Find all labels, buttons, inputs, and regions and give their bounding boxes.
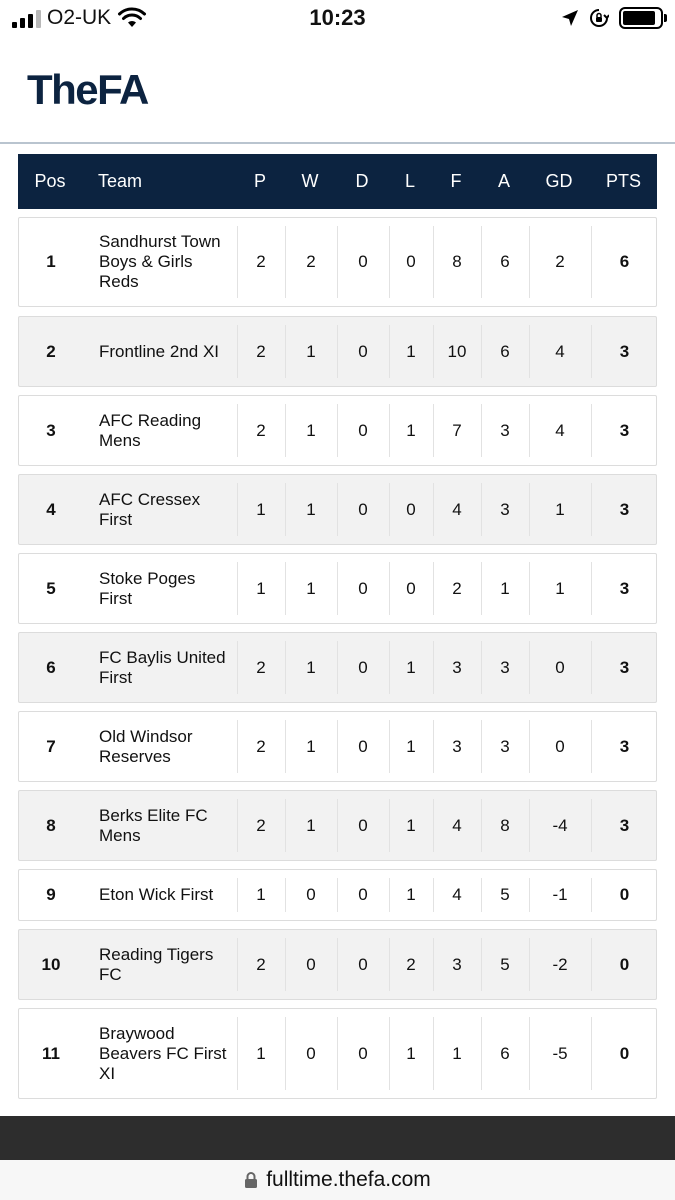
row-pos: 10 [41, 954, 61, 974]
row-played: 1 [237, 554, 285, 623]
row-won: 0 [285, 870, 337, 920]
row-for: 1 [433, 1009, 481, 1098]
row-drawn: 0 [337, 1009, 389, 1098]
row-won: 1 [285, 317, 337, 386]
row-won: 1 [285, 475, 337, 544]
row-for: 4 [433, 791, 481, 860]
table-row[interactable] [18, 929, 657, 1000]
row-against: 5 [481, 930, 529, 999]
row-for: 4 [433, 870, 481, 920]
table-row[interactable] [18, 316, 657, 387]
table-row[interactable] [18, 711, 657, 782]
col-header-a: A [497, 171, 510, 191]
row-drawn: 0 [337, 317, 389, 386]
row-won: 1 [285, 791, 337, 860]
row-goal-diff: -4 [529, 791, 591, 860]
row-for: 7 [433, 396, 481, 465]
row-against: 6 [481, 1009, 529, 1098]
the-fa-logo[interactable]: TheFA [27, 66, 148, 113]
row-won: 1 [285, 712, 337, 781]
row-for: 3 [433, 712, 481, 781]
table-row[interactable] [18, 1008, 657, 1099]
row-goal-diff: 2 [529, 218, 591, 306]
row-lost: 0 [389, 475, 433, 544]
col-header-gd: GD [545, 171, 573, 191]
row-for: 10 [433, 317, 481, 386]
row-drawn: 0 [337, 791, 389, 860]
row-team[interactable]: Stoke Poges First [99, 568, 196, 608]
row-points: 0 [591, 870, 658, 920]
row-pos: 8 [46, 815, 56, 835]
row-pos: 7 [46, 736, 56, 756]
col-header-l: L [404, 171, 415, 191]
row-team[interactable]: FC Baylis United First [99, 647, 226, 687]
row-drawn: 0 [337, 712, 389, 781]
row-for: 8 [433, 218, 481, 306]
row-points: 6 [591, 218, 658, 306]
row-drawn: 0 [337, 218, 389, 306]
row-lost: 0 [389, 218, 433, 306]
row-pos: 5 [46, 578, 56, 598]
row-goal-diff: 1 [529, 554, 591, 623]
row-goal-diff: 0 [529, 712, 591, 781]
row-won: 0 [285, 930, 337, 999]
carrier-name: O2-UK [47, 6, 112, 29]
row-lost: 2 [389, 930, 433, 999]
status-bar [0, 0, 675, 38]
row-against: 5 [481, 870, 529, 920]
row-lost: 1 [389, 1009, 433, 1098]
table-row[interactable] [18, 553, 657, 624]
row-goal-diff: -5 [529, 1009, 591, 1098]
row-pos: 6 [46, 657, 56, 677]
table-row[interactable] [18, 474, 657, 545]
row-pos: 9 [46, 885, 56, 904]
site-header [0, 38, 675, 144]
row-pos: 2 [46, 341, 56, 361]
col-header-pos: Pos [34, 171, 66, 191]
row-pos: 11 [42, 1043, 60, 1063]
row-played: 2 [237, 712, 285, 781]
row-against: 3 [481, 396, 529, 465]
row-pos: 4 [46, 499, 56, 519]
row-drawn: 0 [337, 870, 389, 920]
row-team[interactable]: Reading Tigers FC [99, 944, 214, 984]
league-table [18, 154, 657, 1083]
row-won: 1 [285, 554, 337, 623]
row-points: 3 [591, 633, 658, 702]
row-points: 3 [591, 317, 658, 386]
row-lost: 1 [389, 712, 433, 781]
page-footer [0, 1116, 675, 1160]
table-row[interactable] [18, 395, 657, 466]
row-team[interactable]: Eton Wick First [99, 885, 214, 904]
row-lost: 1 [389, 317, 433, 386]
row-goal-diff: -1 [529, 870, 591, 920]
row-for: 3 [433, 930, 481, 999]
row-team[interactable]: Berks Elite FC Mens [99, 805, 208, 845]
row-played: 1 [237, 870, 285, 920]
row-team[interactable]: Old Windsor Reserves [99, 726, 193, 766]
row-points: 3 [591, 712, 658, 781]
url-text[interactable]: fulltime.thefa.com [266, 1168, 431, 1191]
row-team[interactable]: AFC Cressex First [99, 489, 201, 529]
row-drawn: 0 [337, 554, 389, 623]
row-against: 3 [481, 475, 529, 544]
col-header-pts: PTS [605, 171, 641, 191]
row-for: 4 [433, 475, 481, 544]
row-drawn: 0 [337, 930, 389, 999]
row-against: 6 [481, 218, 529, 306]
row-for: 2 [433, 554, 481, 623]
row-points: 3 [591, 396, 658, 465]
row-lost: 1 [389, 396, 433, 465]
row-played: 1 [237, 1009, 285, 1098]
row-goal-diff: 4 [529, 396, 591, 465]
row-against: 3 [481, 712, 529, 781]
row-played: 2 [237, 930, 285, 999]
row-against: 3 [481, 633, 529, 702]
row-team[interactable]: Braywood Beavers FC First XI [99, 1023, 227, 1083]
table-row[interactable] [18, 869, 657, 921]
row-against: 1 [481, 554, 529, 623]
row-played: 1 [237, 475, 285, 544]
table-row[interactable] [18, 790, 657, 861]
row-lost: 1 [389, 633, 433, 702]
table-header [18, 154, 657, 209]
lock-icon [244, 1171, 258, 1189]
row-points: 0 [591, 930, 658, 999]
row-against: 6 [481, 317, 529, 386]
row-team[interactable]: Frontline 2nd XI [99, 341, 220, 361]
row-points: 3 [591, 475, 658, 544]
row-pos: 1 [46, 252, 56, 271]
row-lost: 1 [389, 870, 433, 920]
row-played: 2 [237, 633, 285, 702]
row-for: 3 [433, 633, 481, 702]
row-points: 3 [591, 554, 658, 623]
row-drawn: 0 [337, 475, 389, 544]
row-team[interactable]: AFC Reading Mens [99, 410, 202, 450]
row-pos: 3 [46, 420, 56, 440]
row-won: 2 [285, 218, 337, 306]
row-lost: 0 [389, 554, 433, 623]
rotation-lock-icon [589, 8, 609, 28]
row-played: 2 [237, 317, 285, 386]
col-header-f: F [450, 171, 462, 191]
browser-address-bar[interactable] [0, 1160, 675, 1200]
col-header-p: P [253, 171, 266, 191]
location-arrow-icon [561, 9, 579, 27]
clock: 10:23 [309, 5, 366, 30]
row-won: 0 [285, 1009, 337, 1098]
row-won: 1 [285, 633, 337, 702]
row-played: 2 [237, 396, 285, 465]
row-goal-diff: -2 [529, 930, 591, 999]
row-played: 2 [237, 218, 285, 306]
row-goal-diff: 1 [529, 475, 591, 544]
row-goal-diff: 0 [529, 633, 591, 702]
col-header-d: D [355, 171, 369, 191]
row-drawn: 0 [337, 396, 389, 465]
table-row[interactable] [18, 217, 657, 307]
col-header-w: W [301, 171, 319, 191]
row-points: 3 [591, 791, 658, 860]
row-won: 1 [285, 396, 337, 465]
row-against: 8 [481, 791, 529, 860]
battery-icon [619, 7, 663, 29]
row-played: 2 [237, 791, 285, 860]
row-team[interactable]: Sandhurst Town Boys & Girls Reds [99, 232, 221, 291]
row-drawn: 0 [337, 633, 389, 702]
row-goal-diff: 4 [529, 317, 591, 386]
row-points: 0 [591, 1009, 658, 1098]
col-header-team: Team [98, 171, 143, 191]
table-row[interactable] [18, 632, 657, 703]
row-lost: 1 [389, 791, 433, 860]
